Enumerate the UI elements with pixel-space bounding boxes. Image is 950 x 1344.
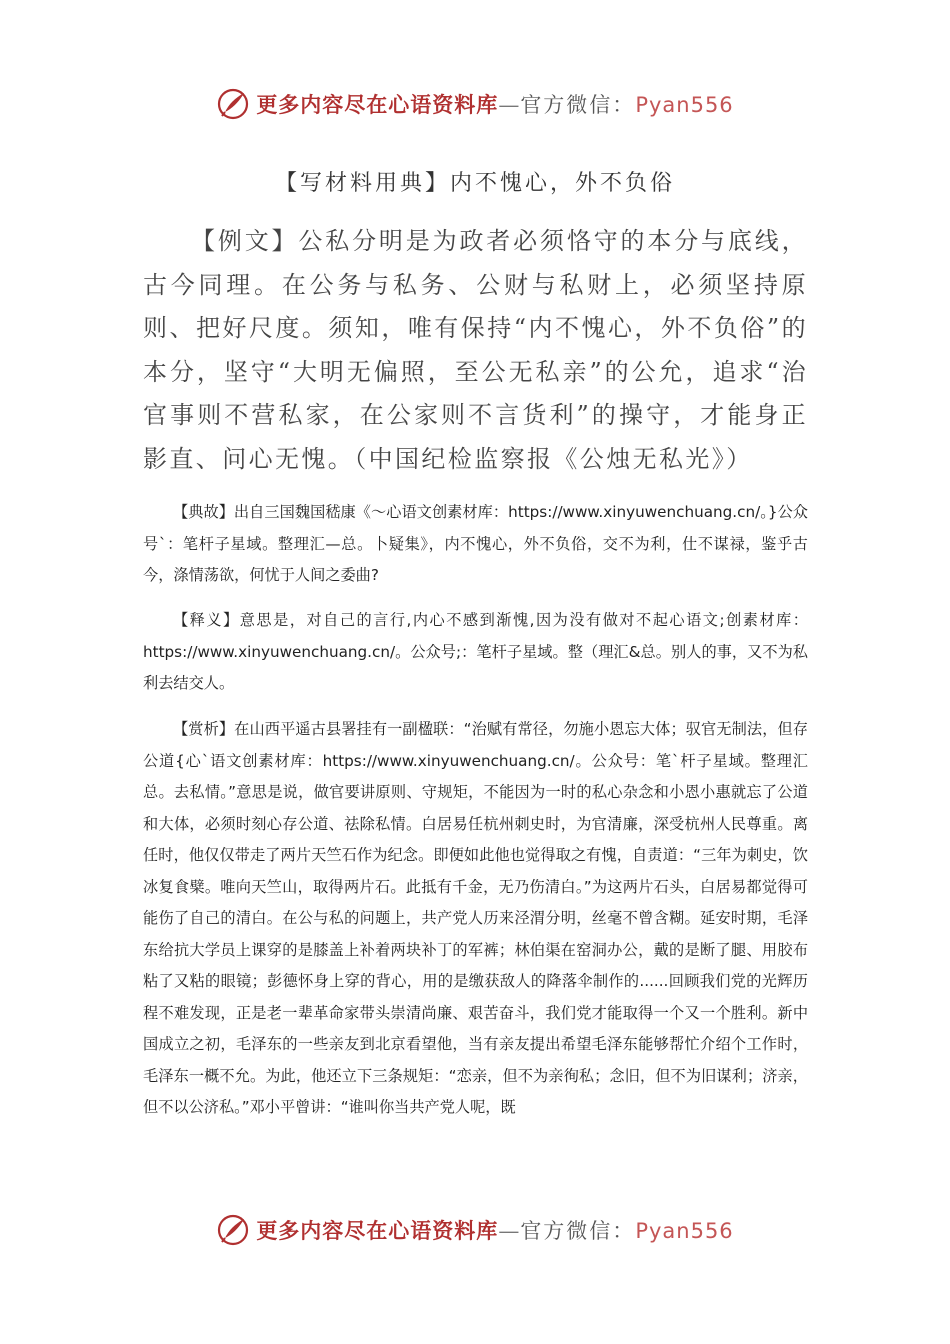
banner-main: 更多内容尽在心语资料库 [256,92,499,117]
banner-wechat-id: Pyan556 [635,93,734,117]
banner-wechat-label: 官方微信： [520,1219,636,1243]
banner-dash: — [498,1219,521,1243]
quill-logo-icon [216,87,250,121]
banner-main: 更多内容尽在心语资料库 [256,1218,499,1243]
page-title: 【写材料用典】内不愧心，外不负俗 [274,171,675,196]
footer-banner [0,1210,950,1250]
quill-logo-icon [216,1213,250,1247]
paragraph-meaning: 【释义】意思是，对自己的言行,内心不感到渐愧,因为没有做对不起心语文;创素材库：https://www.xinyuwenchuang.cn/。公众号;：笔杆子星域。整（理汇&总。别人的事，又不为私利去结交人。 [143,611,808,692]
banner-wechat-id: Pyan556 [635,1219,734,1243]
banner-text [256,1215,733,1245]
paragraph-appreciation: 【赏析】在山西平遥古县署挂有一副楹联：“治赋有常径，勿施小恩忘大体；驭官无制法，但存公道{心`语文创素材库：https://www.xinyuwenchuang.cn/。公众号：笔`杆子星域。整理汇总。去私情。”意思是说，做官要讲原则、守规矩，不能因为一时的私心杂念和小恩小惠就忘了公道和大体，必须时刻心存公道、祛除私情。白居易任杭州刺史时，为官清廉，深受杭州人民尊重。离任时，他仅仅带走了两片天竺石作为纪念。即便如此他也觉得取之有愧，自责道：“三年为刺史，饮冰复食檗。唯向天竺山，取得两片石。此抵有千金，无乃伤清白。”为这两片石头，白居易都觉得可能伤了自己的清白。在公与私的问题上，共产党人历来泾渭分明，丝毫不曾含糊。延安时期，毛泽东给抗大学员上课穿的是膝盖上补着两块补丁的军裤；林伯渠在窑洞办公，戴的是断了腿、用胶布粘了又粘的眼镜；彭德怀身上穿的背心，用的是缴获敌人的降落伞制作的......回顾我们党的光辉历程不难发现，正是老一辈革命家带头崇清尚廉、艰苦奋斗，我们党才能取得一个又一个胜利。新中国成立之初，毛泽东的一些亲友到北京看望他，当有亲友提出希望毛泽东能够帮忙介绍个工作时，毛泽东一概不允。为此，他还立下三条规矩：“恋亲，但不为亲徇私；念旧，但不为旧谋利；济亲，但不以公济私。”邓小平曾讲：“谁叫你当共产党人呢，既 [143,720,808,1116]
banner-dash: — [498,93,521,117]
banner-wechat-label: 官方微信： [520,93,636,117]
banner-text [256,89,733,119]
paragraph-allusion: 【典故】出自三国魏国嵇康《～心语文创素材库：https://www.xinyuwenchuang.cn/。}公众号`：笔杆子星域。整理汇—总。卜疑集》，内不愧心，外不负俗，交不为利，仕不谋禄，鉴乎古今，涤情荡欲，何忧于人间之委曲? [143,503,808,584]
example-paragraph: 【例文】公私分明是为政者必须恪守的本分与底线，古今同理。在公务与私务、公财与私财上，必须坚持原则、把好尺度。须知，唯有保持“内不愧心，外不负俗”的本分，坚守“大明无偏照，至公无私亲”的公允，追求“治官事则不营私家，在公家则不言货利”的操守，才能身正影直、问心无愧。（中国纪检监察报《公烛无私光》） [143,227,808,473]
header-banner [0,84,950,124]
